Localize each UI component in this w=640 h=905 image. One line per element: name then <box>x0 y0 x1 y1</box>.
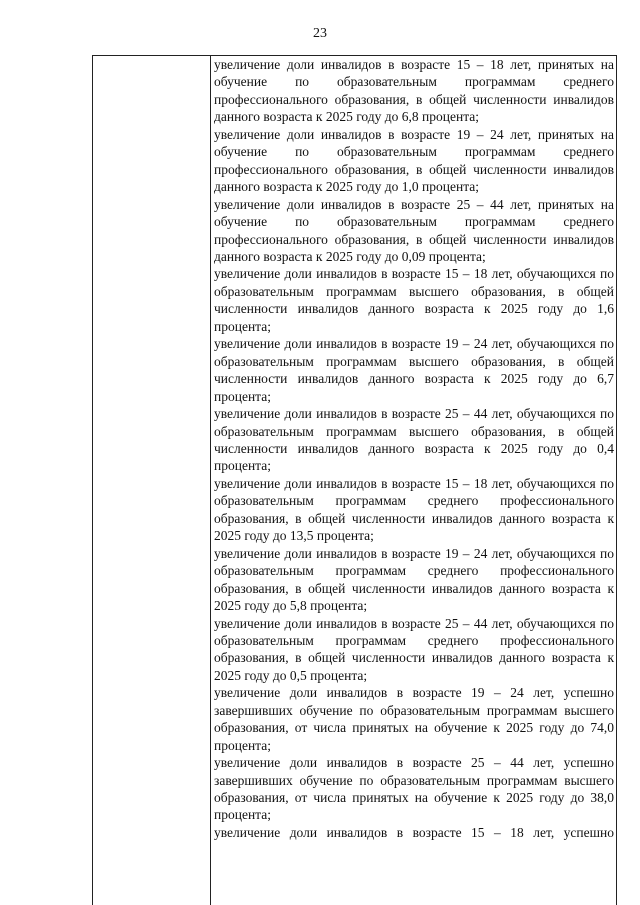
table-paragraph: увеличение доли инвалидов в возрасте 15 – 18 лет, обучающихся по образовательным программам среднего профессионального образования, в общей численности инвалидов данного возраста к 2025 году до 13,5 процента; <box>214 475 614 544</box>
table-paragraph: увеличение доли инвалидов в возрасте 19 – 24 лет, успешно завершивших обучение по образовательным программам высшего образования, от числа принятых на обучение к 2025 году до 74,0 процента; <box>214 685 614 753</box>
document-table <box>92 55 617 905</box>
table-paragraph: увеличение доли инвалидов в возрасте 15 – 18 лет, обучающихся по образовательным программам высшего образования, в общей численности инвалидов данного возраста к 2025 году до 1,6 процента; <box>214 266 614 334</box>
table-paragraph: увеличение доли инвалидов в возрасте 25 – 44 лет, обучающихся по образовательным программам высшего образования, в общей численности инвалидов данного возраста к 2025 году до 0,4 процента; <box>214 406 614 474</box>
table-paragraph: увеличение доли инвалидов в возрасте 25 – 44 лет, успешно завершивших обучение по образовательным программам высшего образования, от числа принятых на обучение к 2025 году до 38,0 процента; <box>214 755 614 823</box>
table-right-column <box>211 56 616 905</box>
table-paragraph: увеличение доли инвалидов в возрасте 19 – 24 лет, принятых на обучение по образовательным программам среднего профессионального образования, в общей численности инвалидов данного возраста к 2025 году до 1,0 процента; <box>214 126 614 195</box>
table-paragraph: увеличение доли инвалидов в возрасте 19 – 24 лет, обучающихся по образовательным программам высшего образования, в общей численности инвалидов данного возраста к 2025 году до 6,7 процента; <box>214 336 614 404</box>
table-paragraph: увеличение доли инвалидов в возрасте 25 – 44 лет, обучающихся по образовательным программам среднего профессионального образования, в общей численности инвалидов данного возраста к 2025 году до 0,5 процента; <box>214 615 614 683</box>
table-paragraph: увеличение доли инвалидов в возрасте 25 – 44 лет, принятых на обучение по образовательным программам среднего профессионального образования, в общей численности инвалидов данного возраста к 2025 году до 0,09 процента; <box>214 196 614 264</box>
table-paragraph: увеличение доли инвалидов в возрасте 15 – 18 лет, успешно <box>214 824 614 840</box>
table-paragraph: увеличение доли инвалидов в возрасте 15 – 18 лет, принятых на обучение по образовательным программам среднего профессионального образования, в общей численности инвалидов данного возраста к 2025 году до 6,8 процента; <box>214 57 614 125</box>
table-paragraph: увеличение доли инвалидов в возрасте 19 – 24 лет, обучающихся по образовательным программам среднего профессионального образования, в общей численности инвалидов данного возраста к 2025 году до 5,8 процента; <box>214 545 614 614</box>
page-number: 23 <box>313 26 327 41</box>
table-left-column <box>93 56 211 905</box>
